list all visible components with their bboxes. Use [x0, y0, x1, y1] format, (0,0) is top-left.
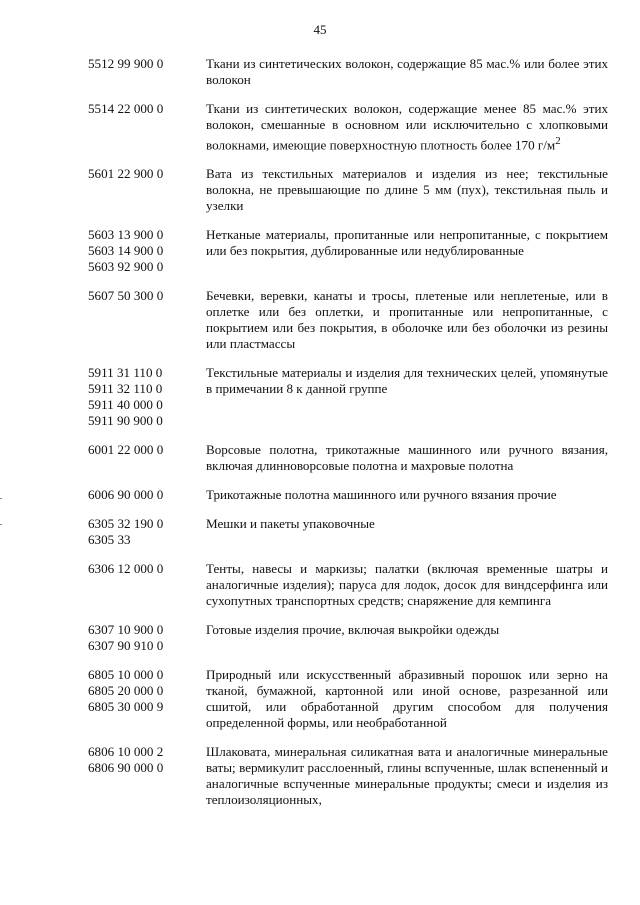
code-cell [88, 744, 206, 808]
description: Природный или искусственный абразивный порошок или зерно на тканой, бумажной, картонной или иной основе, разрезанной или сшитой, или обработанной другим способом для получения определенной формы, или необработанной [206, 667, 608, 731]
list-item [88, 561, 608, 609]
description: Бечевки, веревки, канаты и тросы, плетеные или неплетеные, или в оплетке или без оплетки, и пропитанные или непропитанные, с покрытием или без покрытия, в оболочке или без оболочки из резины или пластмассы [206, 288, 608, 352]
code-cell [88, 56, 206, 88]
list-item [88, 288, 608, 352]
list-item [88, 56, 608, 88]
hs-code: 6006 90 000 0 [88, 487, 164, 503]
hs-code: 6806 10 000 2 [88, 744, 164, 760]
list-item [88, 516, 608, 548]
hs-code: 6805 30 000 9 [88, 699, 164, 715]
code-cell [88, 622, 206, 654]
code-cell [88, 227, 206, 275]
hs-code: 6306 12 000 0 [88, 561, 164, 577]
hs-code: 6305 32 190 0 [88, 516, 164, 532]
hs-code: 5514 22 000 0 [88, 101, 164, 116]
list-item [88, 487, 608, 503]
page-number: 45 [313, 22, 327, 37]
hs-code: 5911 90 900 0 [88, 413, 163, 429]
hs-code: 5603 13 900 0 [88, 227, 164, 243]
hs-code: 6001 22 000 0 [88, 442, 164, 458]
description: Текстильные материалы и изделия для технических целей, упомянутые в примечании 8 к данной группе [206, 365, 608, 397]
list-item [88, 622, 608, 654]
hs-code: 6307 10 900 0 [88, 622, 164, 638]
hs-code: 5607 50 300 0 [88, 288, 164, 304]
tariff-code-list [88, 56, 608, 821]
list-item [88, 365, 608, 429]
description: Готовые изделия прочие, включая выкройки одежды [206, 622, 500, 638]
list-item [88, 227, 608, 275]
code-cell [88, 487, 206, 503]
hs-code: 6805 10 000 0 [88, 667, 164, 683]
list-item [88, 442, 608, 474]
code-cell [88, 288, 206, 352]
hs-code: 6307 90 910 0 [88, 638, 164, 654]
description: Вата из текстильных материалов и изделия из нее; текстильные волокна, не превышающие по длине 5 мм (пух), текстильная пыль и узелки [206, 166, 608, 214]
hs-code: 6806 90 000 0 [88, 760, 164, 776]
description: Шлаковата, минеральная силикатная вата и аналогичные минеральные ваты; вермикулит расслоенный, глины вспученные, шлак вспененный и аналогичные вспученные минеральные продукты; смеси и изделия из теплоизоляционных, [206, 744, 608, 808]
hs-code: 6305 33 [88, 532, 131, 548]
hs-code: 5911 32 110 0 [88, 381, 163, 397]
hs-code: 5911 40 000 0 [88, 397, 163, 413]
code-cell [88, 166, 206, 214]
hs-code: 5601 22 900 0 [88, 166, 164, 182]
list-item [88, 744, 608, 808]
description: Тенты, навесы и маркизы; палатки (включая временные шатры и аналогичные изделия); паруса для лодок, досок для виндсерфинга или сухопутных транспортных средств; снаряжение для кемпинга [206, 561, 608, 609]
description: Мешки и пакеты упаковочные [206, 516, 375, 532]
description: Трикотажные полотна машинного или ручного вязания прочие [206, 487, 557, 503]
description-text: Ткани из синтетических волокон, содержащие менее 85 мас.% этих волокон, смешанные в основном или исключительно с хлопковыми волокнами, имеющие поверхностную плотность более 170 г/м [206, 101, 608, 153]
list-item [88, 166, 608, 214]
list-item [88, 667, 608, 731]
list-item [88, 101, 608, 153]
code-cell [88, 561, 206, 609]
scan-mark [0, 498, 2, 499]
superscript: 2 [555, 135, 561, 147]
hs-code: 5603 14 900 0 [88, 243, 164, 259]
code-cell [88, 516, 206, 548]
description [206, 101, 608, 153]
code-cell [88, 365, 206, 429]
description: Ворсовые полотна, трикотажные машинного или ручного вязания, включая длинноворсовые полотна и махровые полотна [206, 442, 608, 474]
code-cell [88, 101, 206, 153]
description: Ткани из синтетических волокон, содержащие 85 мас.% или более этих волокон [206, 56, 608, 87]
hs-code: 5512 99 900 0 [88, 56, 164, 71]
hs-code: 6805 20 000 0 [88, 683, 164, 699]
code-cell [88, 442, 206, 474]
description: Нетканые материалы, пропитанные или непропитанные, с покрытием или без покрытия, дублированные или недублированные [206, 227, 608, 259]
scan-mark [0, 524, 2, 525]
code-cell [88, 667, 206, 731]
hs-code: 5603 92 900 0 [88, 259, 164, 275]
hs-code: 5911 31 110 0 [88, 365, 163, 381]
